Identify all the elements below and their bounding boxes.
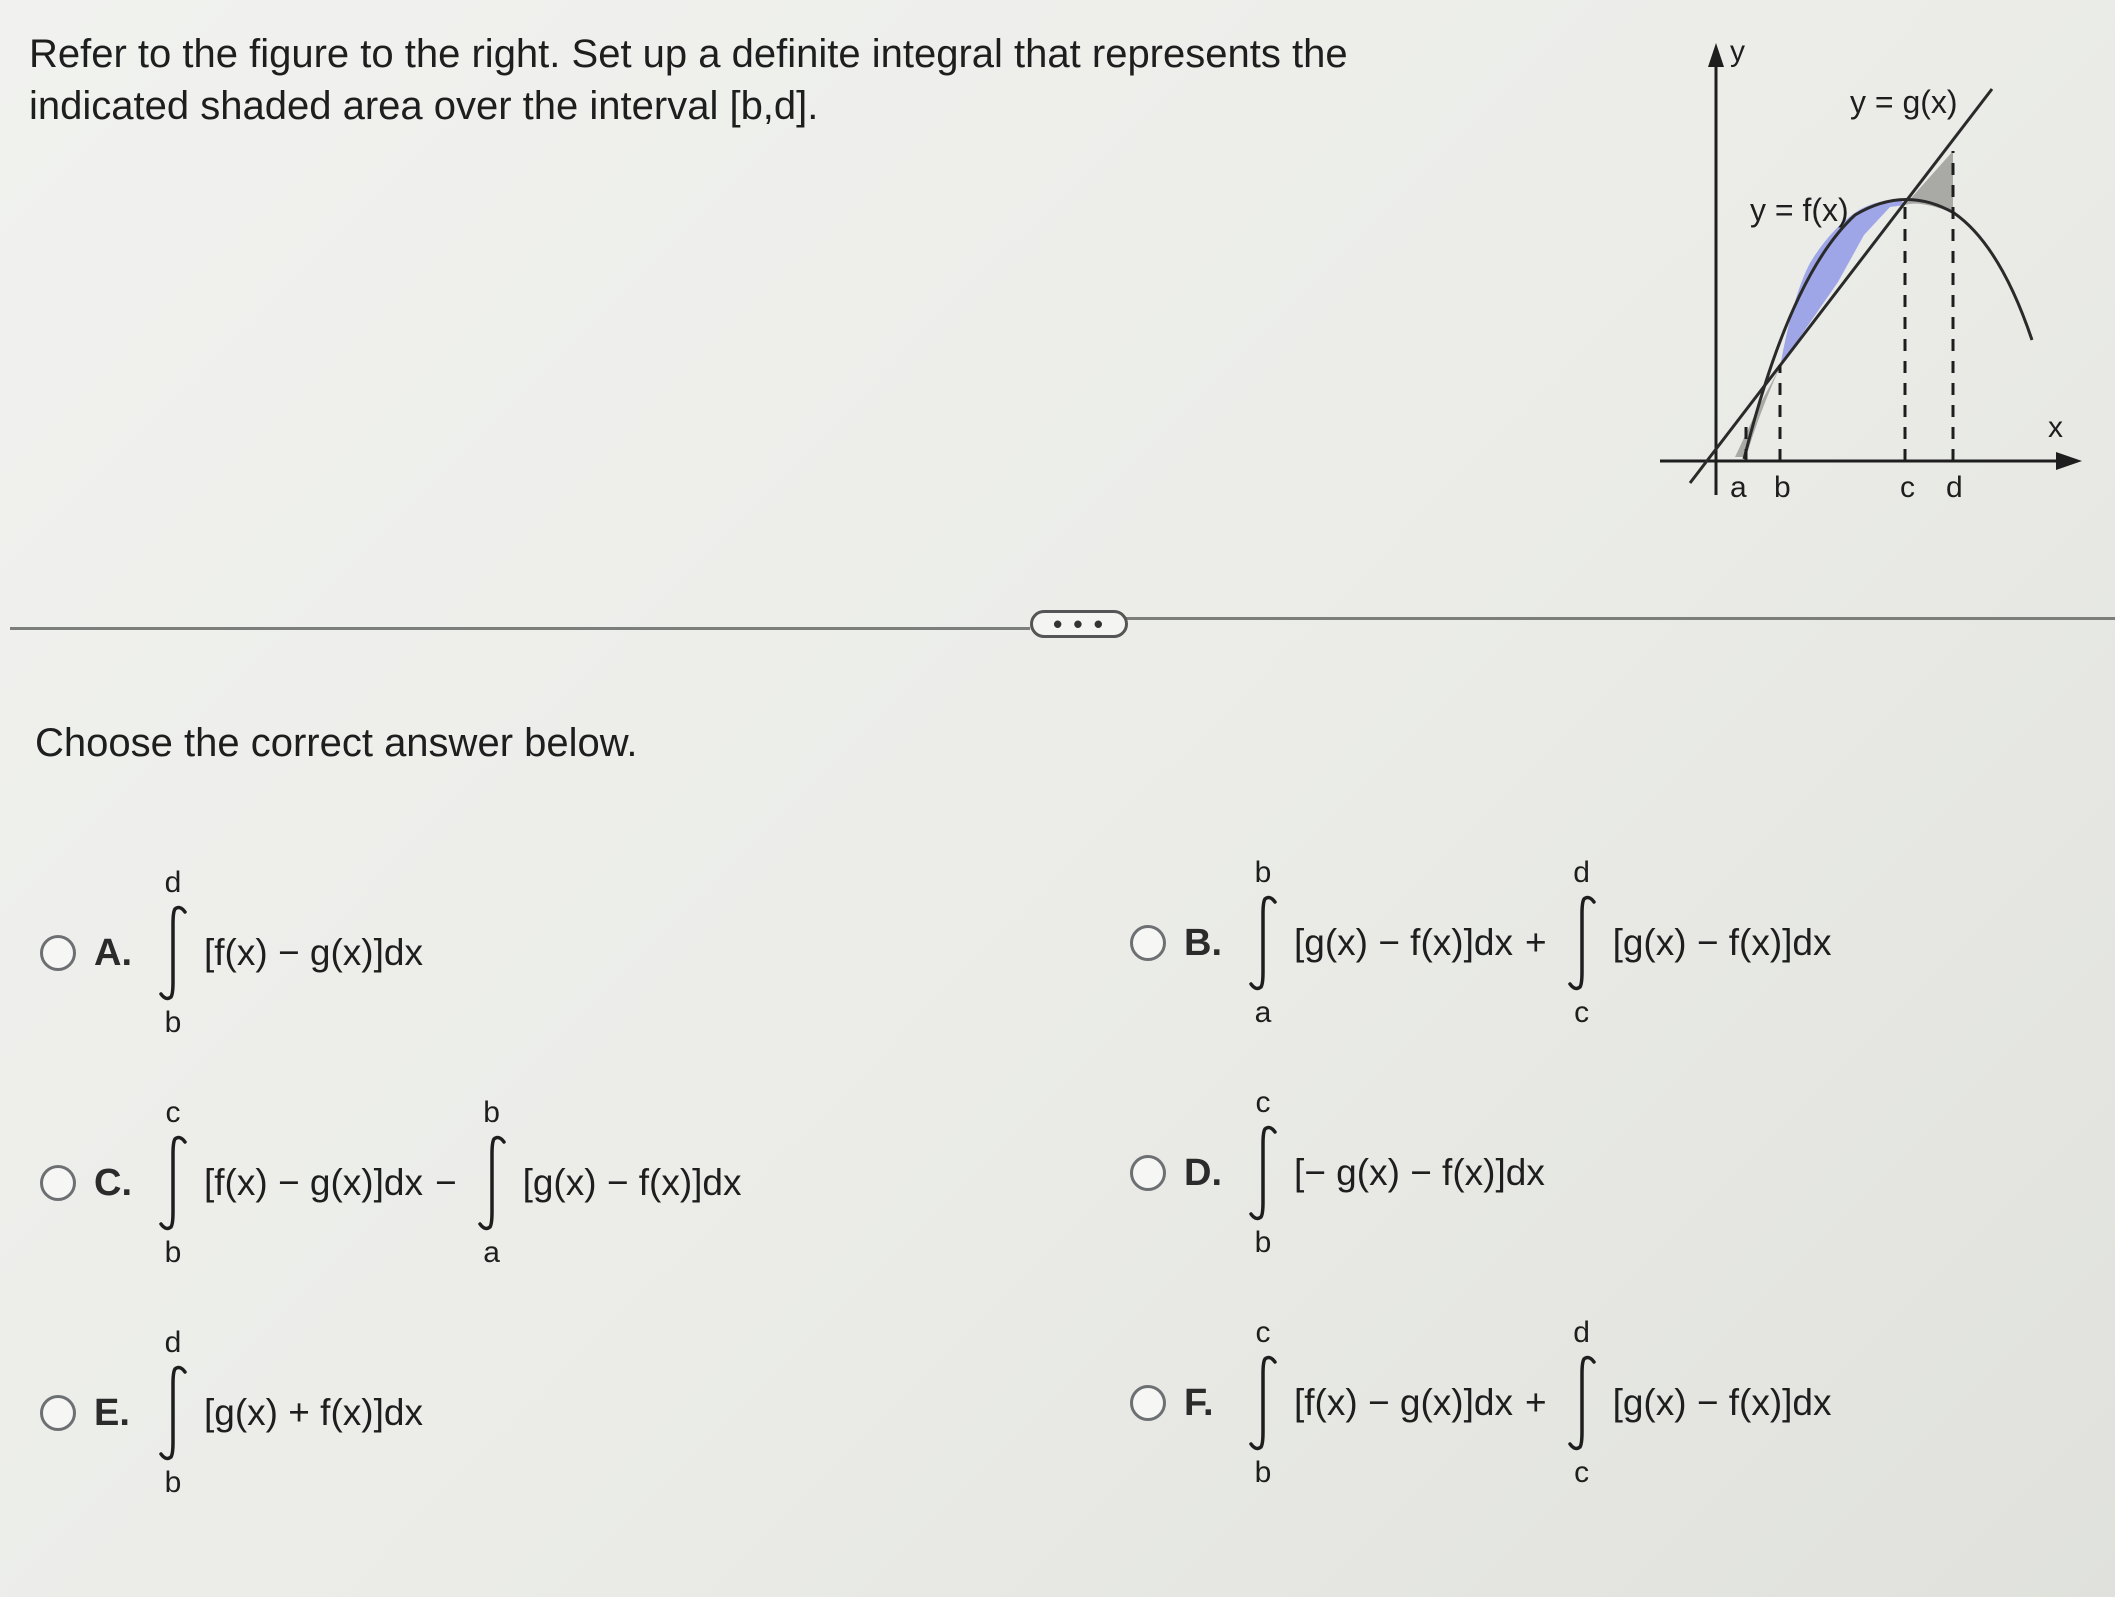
option-d[interactable] [1130, 1088, 1545, 1258]
option-expression [1240, 1318, 1832, 1488]
lower-limit: b [1254, 1456, 1272, 1489]
integrand: [g(x) − f(x)]dx [1294, 922, 1513, 963]
option-expression [150, 1328, 423, 1498]
upper-limit: d [164, 1326, 182, 1359]
integral-sign-icon [1565, 1354, 1599, 1452]
integrand: [g(x) − f(x)]dx [1612, 922, 1832, 963]
lower-limit: b [164, 1466, 182, 1499]
option-expression [150, 868, 423, 1038]
g-label: y = g(x) [1850, 84, 1958, 120]
lower-limit: a [1254, 996, 1272, 1029]
divider-right [1125, 617, 2115, 620]
option-a[interactable] [40, 868, 423, 1038]
integral-sign-icon [156, 1364, 190, 1462]
answer-prompt: Choose the correct answer below. [35, 721, 638, 765]
question-text: Refer to the figure to the right. Set up a definite integral that represents the indicated shaded area over the interval [b,d]. [29, 32, 1348, 128]
integral [1240, 1318, 1286, 1488]
upper-limit: c [1255, 1316, 1271, 1349]
integral [1240, 858, 1286, 1028]
option-letter: A. [94, 931, 132, 974]
upper-limit: b [483, 1096, 500, 1129]
option-c[interactable] [40, 1098, 742, 1268]
radio-option-e[interactable] [40, 1395, 76, 1431]
option-b[interactable] [1130, 858, 1832, 1028]
option-letter: B. [1184, 921, 1222, 964]
graph-svg [1650, 25, 2090, 525]
option-e[interactable] [40, 1328, 423, 1498]
y-axis-label: y [1730, 35, 1745, 68]
radio-option-f[interactable] [1130, 1385, 1166, 1421]
integral [150, 1328, 196, 1498]
y-axis-arrow-icon [1708, 43, 1724, 67]
option-letter: E. [94, 1391, 130, 1434]
lower-limit: b [1254, 1226, 1272, 1259]
f-label: y = f(x) [1750, 192, 1849, 228]
option-letter: D. [1184, 1151, 1222, 1194]
tick-c: c [1900, 471, 1915, 504]
lower-limit: c [1574, 1456, 1590, 1489]
integral [469, 1098, 515, 1268]
integral [150, 1098, 196, 1268]
integral [1559, 1318, 1605, 1488]
area-figure [1650, 25, 2090, 530]
radio-option-c[interactable] [40, 1165, 76, 1201]
integrand: [g(x) + f(x)]dx [204, 1392, 423, 1433]
integral [1240, 1088, 1286, 1258]
integral-sign-icon [1246, 1124, 1280, 1222]
option-expression [150, 1098, 742, 1268]
integral-sign-icon [1246, 894, 1280, 992]
x-axis-label: x [2048, 411, 2063, 444]
tick-a: a [1730, 471, 1747, 504]
tick-b: b [1774, 471, 1791, 504]
integral-sign-icon [475, 1134, 509, 1232]
upper-limit: c [1255, 1086, 1271, 1119]
lower-limit: a [483, 1236, 500, 1269]
integrand: [g(x) − f(x)]dx [1612, 1382, 1832, 1423]
integral-sign-icon [156, 1134, 190, 1232]
upper-limit: d [1573, 1316, 1590, 1349]
x-axis-arrow-icon [2056, 452, 2082, 470]
lower-limit: c [1574, 996, 1590, 1029]
radio-option-b[interactable] [1130, 925, 1166, 961]
integrand: [− g(x) − f(x)]dx [1294, 1152, 1545, 1193]
integral [1559, 858, 1605, 1028]
tick-d: d [1946, 471, 1963, 504]
integral-sign-icon [1565, 894, 1599, 992]
option-expression [1240, 1088, 1545, 1258]
divider-left [10, 627, 1030, 630]
lower-limit: b [164, 1006, 182, 1039]
expand-more-button[interactable]: • • • [1030, 610, 1128, 638]
integrand: [f(x) − g(x)]dx [204, 932, 423, 973]
option-expression [1240, 858, 1832, 1028]
f-curve [1744, 199, 2032, 459]
integral-sign-icon [1246, 1354, 1280, 1452]
integrand: [g(x) − f(x)]dx [522, 1162, 742, 1203]
g-curve [1690, 89, 1992, 483]
integral-sign-icon [156, 904, 190, 1002]
operator: + [1524, 1382, 1547, 1423]
upper-limit: d [164, 866, 182, 899]
upper-limit: c [165, 1096, 181, 1129]
option-letter: F. [1184, 1381, 1214, 1424]
operator: + [1524, 922, 1547, 963]
integral [150, 868, 196, 1038]
option-f[interactable] [1130, 1318, 1832, 1488]
upper-limit: d [1573, 856, 1590, 889]
lower-limit: b [164, 1236, 182, 1269]
radio-option-a[interactable] [40, 935, 76, 971]
operator: − [434, 1162, 457, 1203]
radio-option-d[interactable] [1130, 1155, 1166, 1191]
upper-limit: b [1254, 856, 1272, 889]
integrand: [f(x) − g(x)]dx [204, 1162, 423, 1203]
option-letter: C. [94, 1161, 132, 1204]
integrand: [f(x) − g(x)]dx [1294, 1382, 1513, 1423]
